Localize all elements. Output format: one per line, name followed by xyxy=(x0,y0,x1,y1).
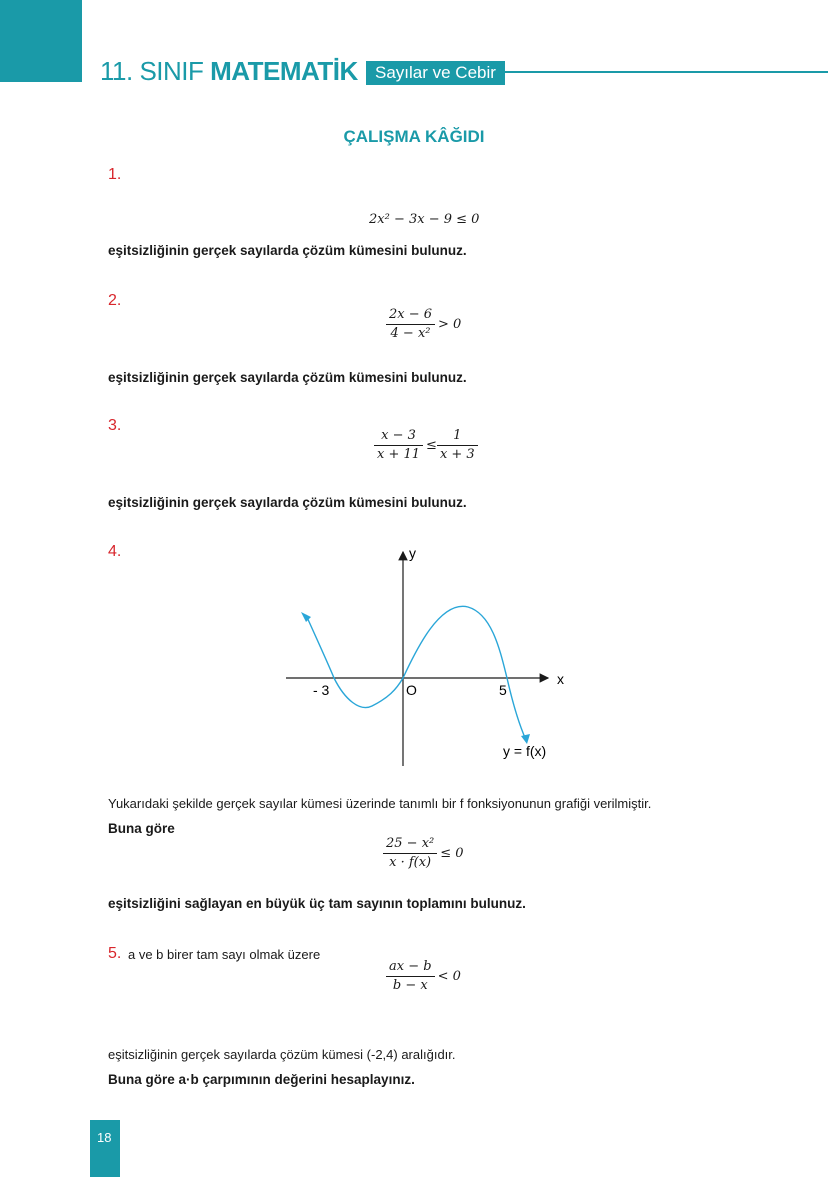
page-number: 18 xyxy=(97,1130,112,1145)
question-2-relation: > 0 xyxy=(438,317,462,332)
question-4-numerator: 25 − x² xyxy=(383,835,437,854)
page-number-block xyxy=(90,1120,120,1177)
question-3-left-denominator: x + 11 xyxy=(377,447,421,462)
question-1-number: 1. xyxy=(108,166,122,183)
header-unit-badge: Sayılar ve Cebir xyxy=(366,61,505,85)
origin-label: O xyxy=(406,682,417,698)
question-2-denominator: 4 − x² xyxy=(390,326,431,341)
header-subject: MATEMATİK xyxy=(210,56,358,86)
root-pos-label: 5 xyxy=(499,682,507,698)
header-grade: 11. SINIF xyxy=(100,56,204,86)
question-5-instruction: Buna göre a·b çarpımının değerini hesaplayınız. xyxy=(108,1072,415,1087)
x-axis-label: x xyxy=(557,671,564,687)
question-4-instruction: eşitsizliğini sağlayan en büyük üç tam sayının toplamını bulunuz. xyxy=(108,896,526,911)
header-rule xyxy=(500,71,828,73)
question-3-right-fraction xyxy=(437,427,478,464)
question-4-relation: ≤ 0 xyxy=(440,846,464,861)
root-neg-label: - 3 xyxy=(313,682,330,698)
question-2-instruction: eşitsizliğinin gerçek sayılarda çözüm kümesini bulunuz. xyxy=(108,370,467,385)
question-5-relation: < 0 xyxy=(437,969,461,984)
y-axis-label: y xyxy=(409,545,416,561)
question-4-description: Yukarıdaki şekilde gerçek sayılar kümesi üzerinde tanımlı bir f fonksiyonunun grafiği verilmiştir. xyxy=(108,796,652,811)
question-4-inequality xyxy=(383,835,464,872)
question-3-relation: ≤ xyxy=(426,438,437,453)
header-corner-block xyxy=(0,0,82,82)
question-3-number: 3. xyxy=(108,417,122,434)
function-graph xyxy=(280,540,580,772)
question-2-inequality xyxy=(386,306,461,343)
question-5-statement: eşitsizliğinin gerçek sayılarda çözüm kümesi (-2,4) aralığıdır. xyxy=(108,1047,456,1062)
worksheet-title: ÇALIŞMA KÂĞIDI xyxy=(343,127,485,146)
curve-left-arrowhead xyxy=(301,612,311,622)
question-4-fraction xyxy=(383,835,437,872)
question-3-inequality xyxy=(374,427,478,464)
header-title xyxy=(100,56,358,87)
question-3-left-numerator: x − 3 xyxy=(374,427,423,446)
question-5-inequality xyxy=(386,958,461,995)
question-3-left-fraction xyxy=(374,427,423,464)
question-2-number: 2. xyxy=(108,292,122,309)
question-2-numerator: 2x − 6 xyxy=(386,306,435,325)
function-curve xyxy=(306,606,526,740)
question-1-inequality: 2x² − 3x − 9 ≤ 0 xyxy=(369,212,480,227)
question-1-instruction: eşitsizliğinin gerçek sayılarda çözüm kümesini bulunuz. xyxy=(108,243,467,258)
question-4-lead: Buna göre xyxy=(108,821,175,836)
question-5-numerator: ax − b xyxy=(386,958,435,977)
question-3-right-numerator: 1 xyxy=(437,427,478,446)
function-label: y = f(x) xyxy=(503,743,547,759)
question-3-right-denominator: x + 3 xyxy=(439,447,475,462)
question-2-fraction xyxy=(386,306,435,343)
question-4-denominator: x · f(x) xyxy=(389,855,432,870)
question-3-instruction: eşitsizliğinin gerçek sayılarda çözüm kümesini bulunuz. xyxy=(108,495,467,510)
question-4-number: 4. xyxy=(108,543,122,560)
question-5-denominator: b − x xyxy=(392,978,428,993)
question-5-fraction xyxy=(386,958,435,995)
question-5-intro: a ve b birer tam sayı olmak üzere xyxy=(128,947,321,962)
question-5-number: 5. xyxy=(108,945,122,962)
